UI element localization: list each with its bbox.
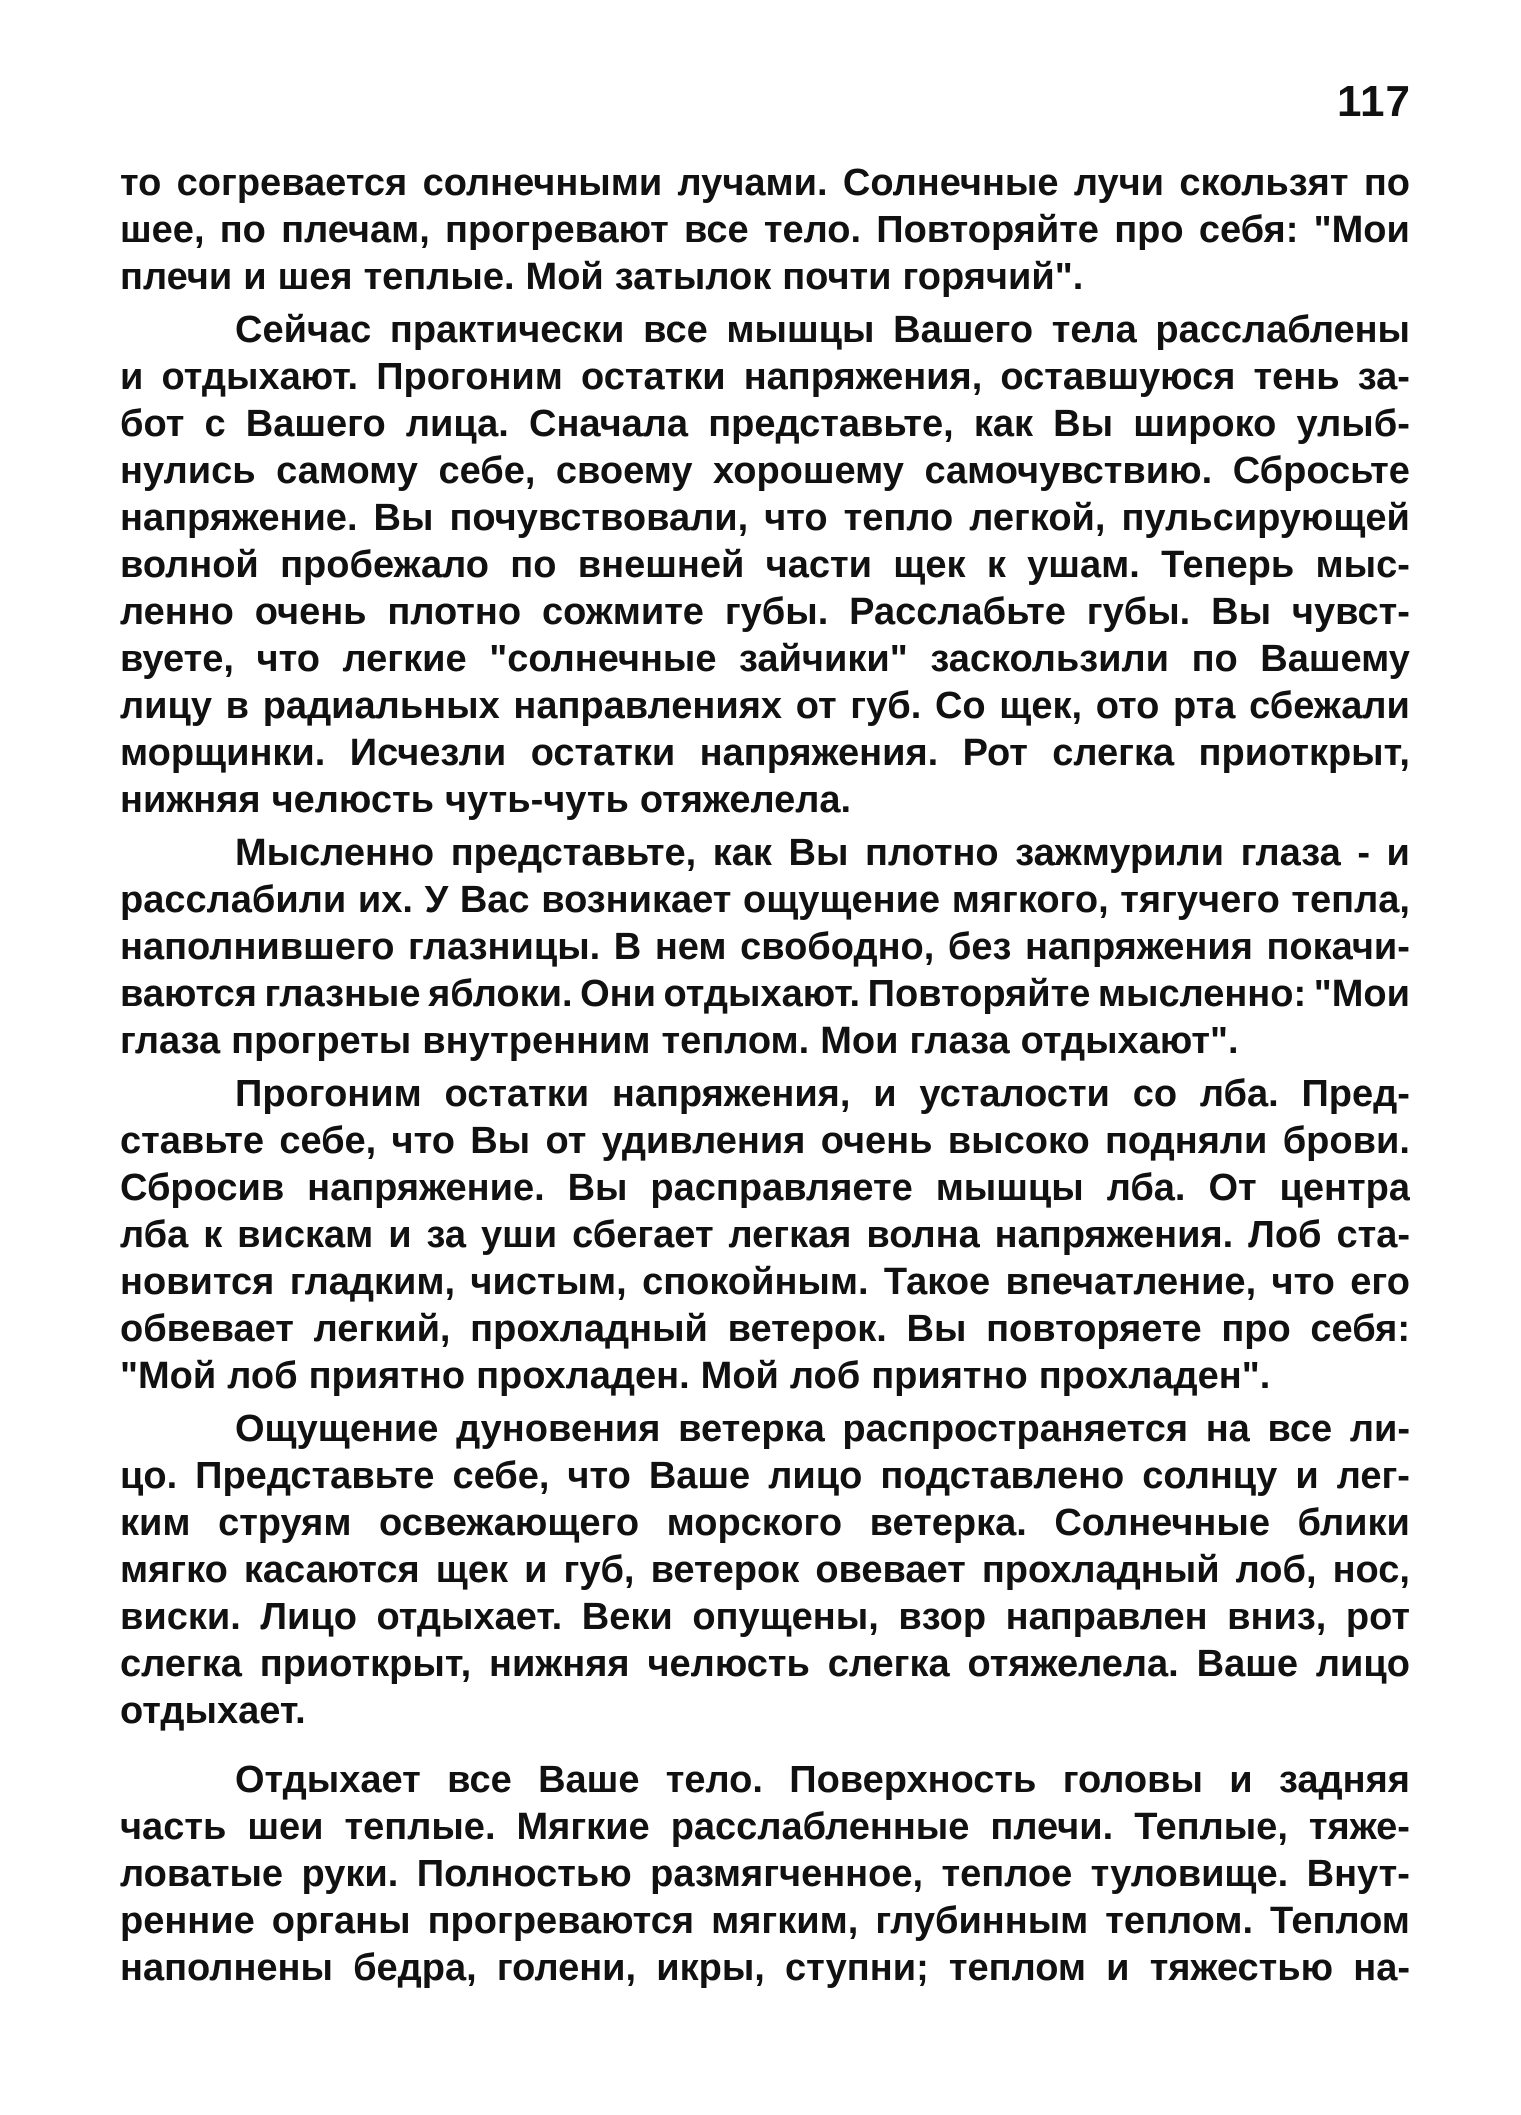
text-line: вуете, что легкие "солнечные зайчики" заскользили по Вашему bbox=[120, 638, 1410, 680]
text-line: ленно очень плотно сожмите губы. Расслабьте губы. Вы чувст- bbox=[120, 591, 1410, 633]
text-line: лба к вискам и за уши сбегает легкая волна напряжения. Лоб ста- bbox=[120, 1214, 1410, 1256]
text-line: Ощущение дуновения ветерка распространяется на все ли- bbox=[235, 1408, 1410, 1450]
text-line: и отдыхают. Прогоним остатки напряжения, оставшуюся тень за- bbox=[120, 356, 1410, 398]
text-line: ставьте себе, что Вы от удивления очень высоко подняли брови. bbox=[120, 1120, 1410, 1162]
text-line: плечи и шея теплые. Мой затылок почти горячий". bbox=[120, 256, 1084, 298]
paragraph bbox=[120, 830, 1410, 1065]
text-line: наполнившего глазницы. В нем свободно, без напряжения покачи- bbox=[120, 926, 1410, 968]
text-line: ренние органы прогреваются мягким, глубинным теплом. Теплом bbox=[120, 1900, 1410, 1942]
text-line: наполнены бедра, голени, икры, ступни; теплом и тяжестью на- bbox=[120, 1947, 1410, 1989]
text-line: новится гладким, чистым, спокойным. Такое впечатление, что его bbox=[120, 1261, 1410, 1303]
text-line: ким струям освежающего морского ветерка. Солнечные блики bbox=[120, 1502, 1410, 1544]
paragraph bbox=[120, 1757, 1410, 1992]
text-line: Прогоним остатки напряжения, и усталости со лба. Пред- bbox=[235, 1073, 1410, 1115]
text-line: шее, по плечам, прогревают все тело. Повторяйте про себя: "Мои bbox=[120, 209, 1410, 251]
text-body bbox=[120, 160, 1410, 1992]
text-line: отдыхает. bbox=[120, 1690, 306, 1732]
text-line: часть шеи теплые. Мягкие расслабленные плечи. Теплые, тяже- bbox=[120, 1806, 1410, 1848]
text-line: морщинки. Исчезли остатки напряжения. Рот слегка приоткрыт, bbox=[120, 732, 1410, 774]
text-line: цо. Представьте себе, что Ваше лицо подставлено солнцу и лег- bbox=[120, 1455, 1410, 1497]
text-line: напряжение. Вы почувствовали, что тепло легкой, пульсирующей bbox=[120, 497, 1410, 539]
text-line: то согревается солнечными лучами. Солнечные лучи скользят по bbox=[120, 162, 1410, 204]
text-line: Мысленно представьте, как Вы плотно зажмурили глаза - и bbox=[235, 832, 1410, 874]
paragraph bbox=[120, 160, 1410, 301]
text-line: мягко касаются щек и губ, ветерок овевает прохладный лоб, нос, bbox=[120, 1549, 1410, 1591]
text-line: волной пробежало по внешней части щек к ушам. Теперь мыс- bbox=[120, 544, 1410, 586]
text-line: нулись самому себе, своему хорошему самочувствию. Сбросьте bbox=[120, 450, 1410, 492]
text-line: Сейчас практически все мышцы Вашего тела расслаблены bbox=[235, 309, 1410, 351]
text-line: лицу в радиальных направлениях от губ. Со щек, ото рта сбежали bbox=[120, 685, 1410, 727]
text-line: ловатые руки. Полностью размягченное, теплое туловище. Внут- bbox=[120, 1853, 1410, 1895]
text-line: "Мой лоб приятно прохладен. Мой лоб приятно прохладен". bbox=[120, 1355, 1271, 1397]
text-line: глаза прогреты внутренним теплом. Мои глаза отдыхают". bbox=[120, 1020, 1239, 1062]
paragraph bbox=[120, 307, 1410, 824]
text-line: обвевает легкий, прохладный ветерок. Вы повторяете про себя: bbox=[120, 1308, 1410, 1350]
text-line: слегка приоткрыт, нижняя челюсть слегка отяжелела. Ваше лицо bbox=[120, 1643, 1410, 1685]
text-line: нижняя челюсть чуть-чуть отяжелела. bbox=[120, 779, 852, 821]
text-line: расслабили их. У Вас возникает ощущение мягкого, тягучего тепла, bbox=[120, 879, 1410, 921]
text-line: бот с Вашего лица. Сначала представьте, как Вы широко улыб- bbox=[120, 403, 1410, 445]
text-line: виски. Лицо отдыхает. Веки опущены, взор направлен вниз, рот bbox=[120, 1596, 1410, 1638]
text-line: Отдыхает все Ваше тело. Поверхность головы и задняя bbox=[235, 1759, 1410, 1801]
paragraph bbox=[120, 1406, 1410, 1735]
text-line: ваются глазные яблоки. Они отдыхают. Повторяйте мысленно: "Мои bbox=[120, 973, 1410, 1015]
text-line: Сбросив напряжение. Вы расправляете мышцы лба. От центра bbox=[120, 1167, 1410, 1209]
paragraph bbox=[120, 1071, 1410, 1400]
page-number: 117 bbox=[1337, 77, 1411, 126]
